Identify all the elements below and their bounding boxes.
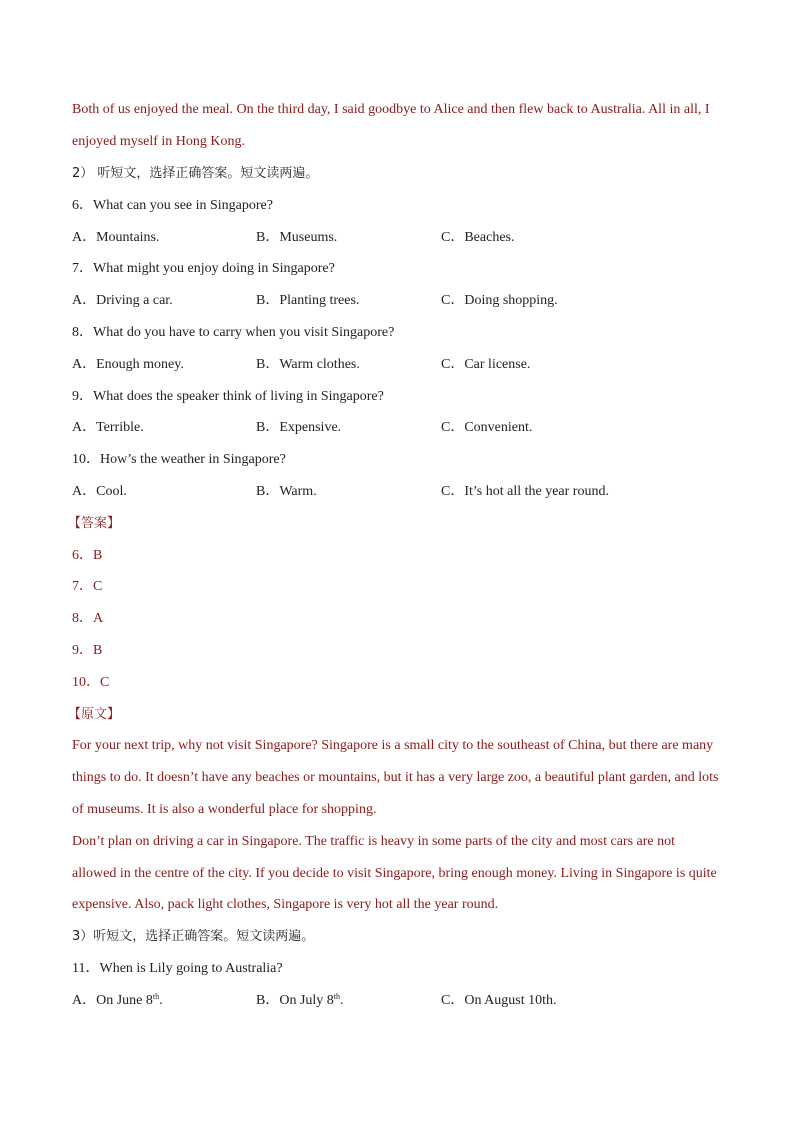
answer-item: 10．C (72, 675, 110, 690)
transcript-line: things to do. It doesn’t have any beaches or mountains, but it has a very large zoo, a beautiful plant garden, and lots (72, 770, 719, 785)
section-heading: 3）听短文，选择正确答案。短文读两遍。 (72, 929, 315, 944)
option-c: C．Beaches. (441, 230, 515, 245)
transcript-label: 【原文】 (68, 707, 121, 722)
option-c: C．Doing shopping. (441, 293, 558, 308)
transcript-line: enjoyed myself in Hong Kong. (72, 134, 246, 149)
question-text: 7．What might you enjoy doing in Singapore? (72, 261, 335, 276)
option-a: A．Terrible. (72, 420, 144, 435)
option-c: C．Convenient. (441, 420, 533, 435)
transcript-line: of museums. It is also a wonderful place for shopping. (72, 802, 377, 817)
answer-item: 7．C (72, 579, 103, 594)
transcript-line: expensive. Also, pack light clothes, Singapore is very hot all the year round. (72, 897, 499, 912)
option-a: A．Driving a car. (72, 293, 173, 308)
question-text: 11．When is Lily going to Australia? (72, 961, 283, 976)
transcript-line: Don’t plan on driving a car in Singapore. The traffic is heavy in some parts of the city and most cars are not (72, 834, 676, 849)
option-c: C．On August 10th. (441, 993, 557, 1008)
option-b: B．Warm. (256, 484, 317, 499)
option-c: C．Car license. (441, 357, 531, 372)
transcript-line: Both of us enjoyed the meal. On the third day, I said goodbye to Alice and then flew back to Australia. All in all, I (72, 102, 710, 117)
answer-item: 6．B (72, 548, 103, 563)
section-heading: 2） 听短文，选择正确答案。短文读两遍。 (72, 166, 319, 181)
option-a: A．Enough money. (72, 357, 184, 372)
question-text: 6．What can you see in Singapore? (72, 198, 273, 213)
question-text: 9．What does the speaker think of living in Singapore? (72, 389, 384, 404)
question-text: 10．How’s the weather in Singapore? (72, 452, 286, 467)
option-a: A．Mountains. (72, 230, 160, 245)
option-b: B．Warm clothes. (256, 357, 360, 372)
answer-label: 【答案】 (68, 516, 121, 531)
option-b: B．Planting trees. (256, 293, 360, 308)
question-text: 8．What do you have to carry when you visit Singapore? (72, 325, 395, 340)
option-b: B．On July 8th. (256, 992, 344, 1008)
option-a: A．On June 8th. (72, 992, 163, 1008)
option-b: B．Expensive. (256, 420, 342, 435)
transcript-line: allowed in the centre of the city. If you decide to visit Singapore, bring enough money. Living in Singapore is quite (72, 866, 717, 881)
option-b: B．Museums. (256, 230, 338, 245)
answer-item: 9．B (72, 643, 103, 658)
option-a: A．Cool. (72, 484, 127, 499)
answer-item: 8．A (72, 611, 104, 626)
option-c: C．It’s hot all the year round. (441, 484, 609, 499)
transcript-line: For your next trip, why not visit Singapore? Singapore is a small city to the southeast of China, but there are many (72, 738, 714, 753)
